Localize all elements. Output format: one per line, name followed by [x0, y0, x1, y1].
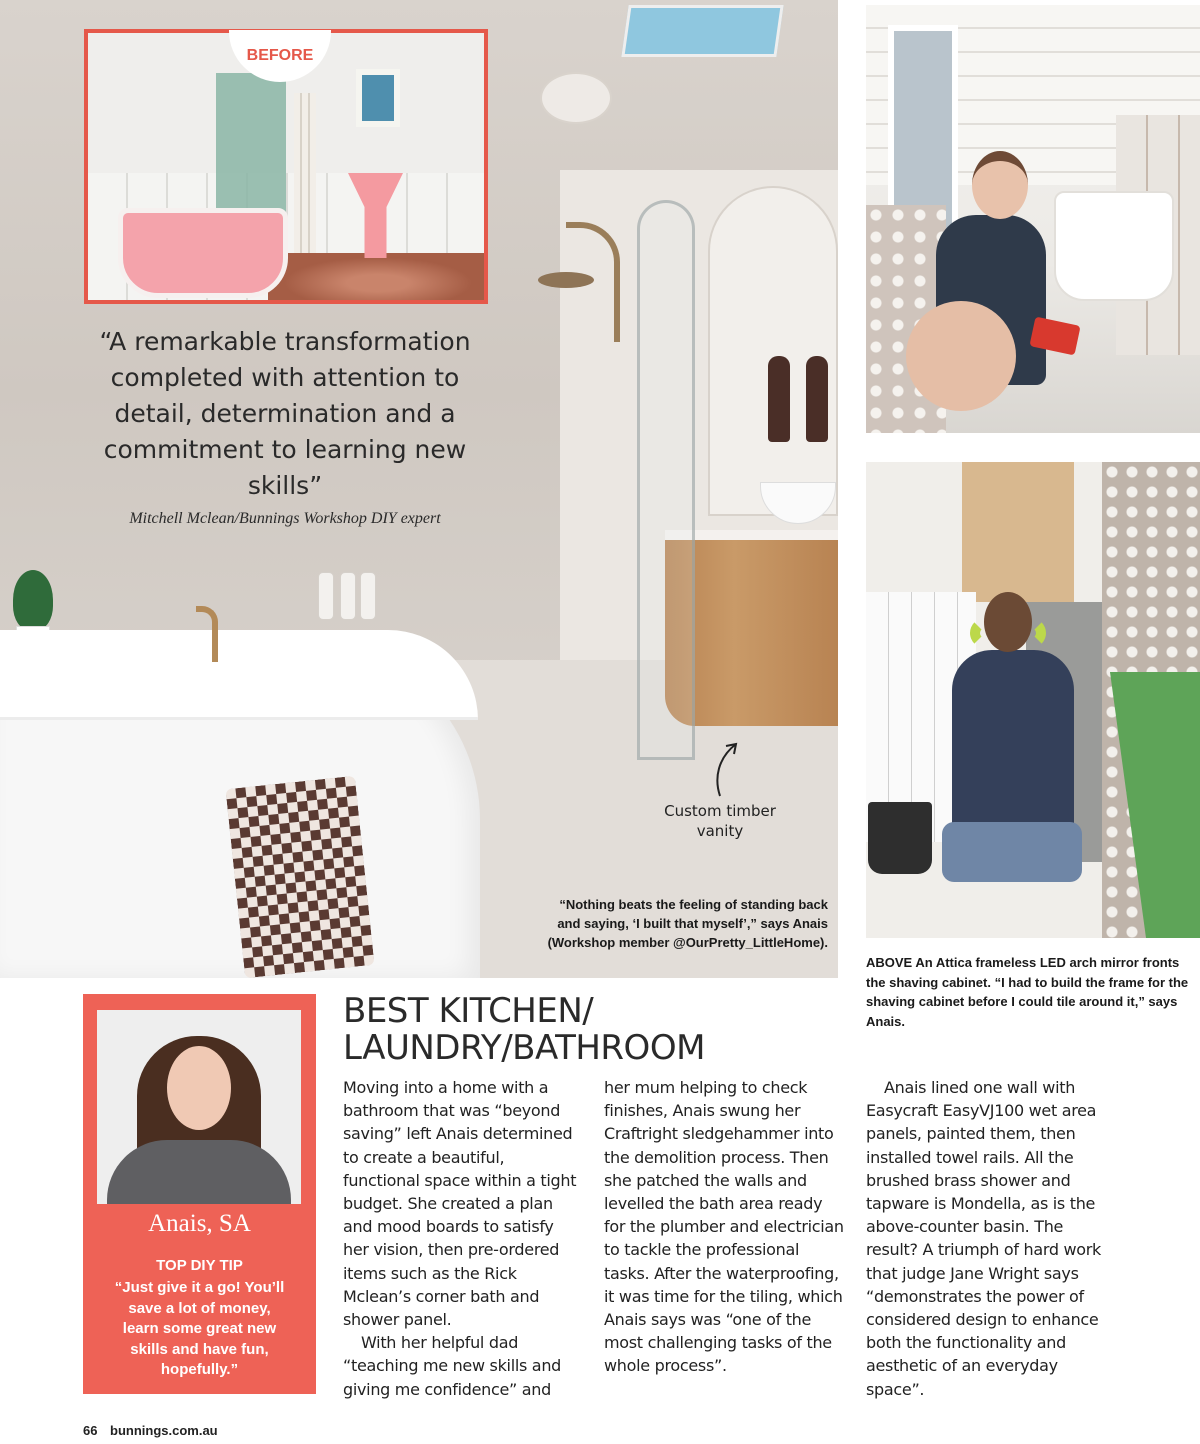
vanity-label: Custom timber vanity: [664, 802, 776, 840]
bath-rim: [0, 630, 478, 720]
before-badge: BEFORE: [229, 30, 331, 82]
tip-heading: TOP DIY TIP: [156, 1257, 243, 1274]
arrow-icon: [712, 740, 742, 798]
avatar: [167, 1046, 231, 1130]
new-bath: [1054, 191, 1174, 301]
tiling-photo: [866, 462, 1200, 938]
pull-quote: “A remarkable transformation completed with attention to detail, determination and a commitment to learning new skills”: [99, 327, 471, 500]
pink-bath: [118, 208, 288, 298]
paragraph: With her helpful dad “teaching me new skills and giving me confidence” and: [343, 1333, 562, 1399]
article-column-3: [866, 1076, 1106, 1401]
ceiling-fan: [540, 72, 612, 124]
arch-mirror: [708, 186, 838, 516]
shower-glass-panel: [637, 200, 695, 760]
skylight: [621, 5, 783, 57]
person-head: [972, 151, 1028, 219]
page-number: 66: [83, 1423, 98, 1438]
right-caption: ABOVE An Attica frameless LED arch mirror fronts the shaving cabinet. “I had to build the frame for the shaving cabinet before I could tile around it,” says Anais.: [866, 955, 1189, 1029]
earmuffs: [970, 618, 1046, 648]
window: [356, 69, 400, 127]
article-title: BEST KITCHEN/ LAUNDRY/BATHROOM: [343, 991, 705, 1068]
shower-head: [538, 272, 594, 288]
checked-towel: [225, 776, 374, 978]
bucket: [868, 802, 932, 874]
paragraph: Moving into a home with a bathroom that was “beyond saving” left Anais determined to create a beautiful, functional space within a tight budget. She created a plan and mood boards to satisfy her vision, then pre-ordered items such as the Rick Mclean’s corner bath and shower panel.: [343, 1078, 577, 1330]
arm: [906, 301, 1016, 411]
selfie-renovation-photo: [866, 5, 1200, 433]
site-link[interactable]: bunnings.com.au: [110, 1423, 218, 1438]
paragraph: her mum helping to check finishes, Anais swung her Craftright sledgehammer into the demolition process. Then she patched the walls and levelled the bath area ready for the plumber and electrician to tackle the professional tasks. After the waterproofing, it was time for the tiling, which Anais says was “one of the most challenging tasks of the whole process”.: [604, 1078, 844, 1376]
tip-text: “Just give it a go! You’ll save a lot of money, learn some great new skills and have fun, hopefully.”: [114, 1279, 285, 1378]
quote-attribution: Mitchell Mclean/Bunnings Workshop DIY expert: [129, 510, 441, 527]
profile-name: Anais, SA: [148, 1210, 251, 1237]
article-column-1: [343, 1076, 583, 1401]
shower-curtain: [294, 93, 316, 253]
photo-caption: “Nothing beats the feeling of standing back and saying, ‘I built that myself’,” says Anais (Workshop member @OurPretty_LittleHome).: [547, 897, 828, 950]
article-column-2: [604, 1076, 844, 1378]
hanging-towel: [806, 356, 828, 442]
hanging-towel: [768, 356, 790, 442]
bath-spout: [196, 606, 218, 662]
paragraph: Anais lined one wall with Easycraft EasyVJ100 wet area panels, painted them, then installed towel rails. All the brushed brass shower and tapware is Mondella, as is the above-counter basin. The result? A triumph of hard work that judge Jane Wright says “demonstrates the power of considered design to enhance both the functionality and aesthetic of an everyday space”.: [866, 1078, 1101, 1399]
profile-photo: [97, 1010, 301, 1204]
